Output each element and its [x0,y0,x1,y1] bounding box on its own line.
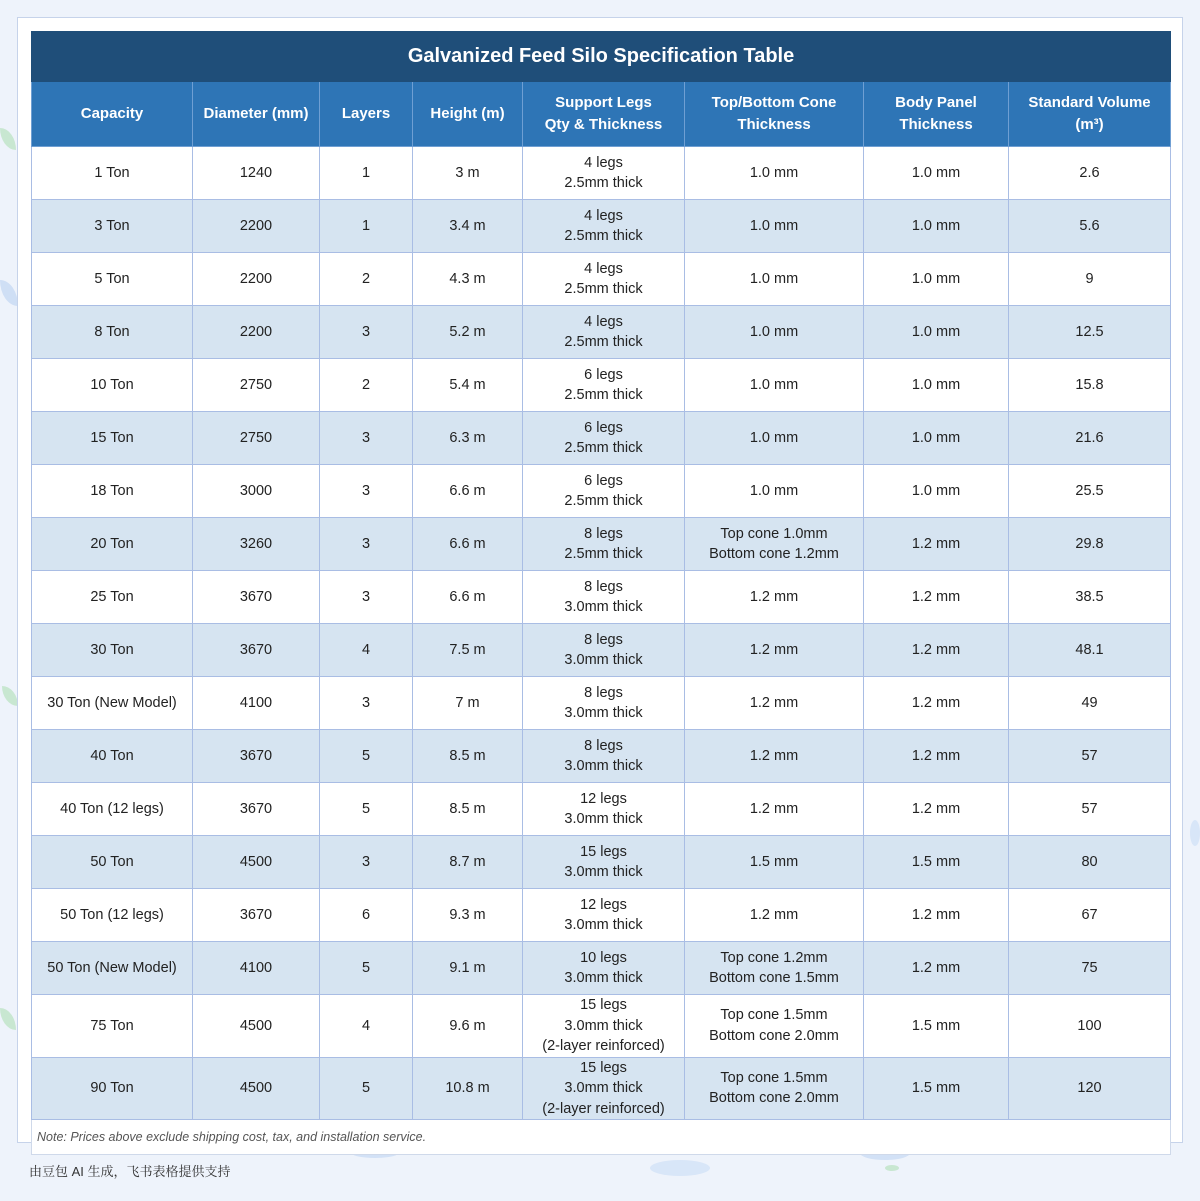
table-row [32,836,1171,889]
support-legs-cell [523,518,685,571]
cell-line: 3.0mm thick [564,917,643,933]
cell-line: 3.0mm thick [564,758,643,774]
table-note: Note: Prices above exclude shipping cost, tax, and installation service. [32,1120,1171,1155]
layers-cell: 3 [320,571,413,624]
diameter-cell: 3000 [193,465,320,518]
height-cell: 9.6 m [413,995,523,1058]
background-leaf-icon [0,128,16,150]
volume-cell: 25.5 [1009,465,1171,518]
support-legs-cell [523,677,685,730]
table-row [32,412,1171,465]
cell-line: 8 legs [584,578,623,595]
cell-line: 2.5mm thick [564,281,643,297]
support-legs-cell [523,412,685,465]
height-cell: 6.6 m [413,465,523,518]
cell-line: 4 legs [584,154,623,171]
cell-line: 4 legs [584,260,623,277]
cell-line: 2.5mm thick [564,387,643,403]
support-legs-cell [523,783,685,836]
layers-cell: 3 [320,677,413,730]
cone-thickness-cell [685,730,864,783]
volume-cell: 29.8 [1009,518,1171,571]
diameter-cell: 2200 [193,200,320,253]
height-cell: 10.8 m [413,1057,523,1120]
support-legs-cell [523,942,685,995]
cell-line: 2.5mm thick [564,334,643,350]
volume-cell: 67 [1009,889,1171,942]
body-panel-cell: 1.0 mm [864,306,1009,359]
header-text: Qty & Thickness [544,116,663,133]
header-text: Standard Volume [1028,94,1151,111]
cone-thickness-cell [685,518,864,571]
cone-thickness-cell [685,147,864,200]
cone-thickness-cell [685,1057,864,1120]
body-panel-cell: 1.0 mm [864,412,1009,465]
capacity-cell: 3 Ton [32,200,193,253]
volume-cell: 75 [1009,942,1171,995]
cell-line: 12 legs [580,790,627,807]
diameter-cell: 2750 [193,412,320,465]
cone-thickness-cell [685,253,864,306]
layers-cell: 4 [320,624,413,677]
cell-line: 12 legs [580,896,627,913]
cell-line: Top cone 1.5mm [720,1069,828,1086]
cell-line: 1.0 mm [749,164,799,181]
height-cell: 6.6 m [413,518,523,571]
background-leaf-icon [0,280,18,306]
cell-line: 1.0 mm [749,270,799,287]
height-cell: 4.3 m [413,253,523,306]
diameter-cell: 3670 [193,889,320,942]
cone-thickness-cell [685,624,864,677]
cell-line: 8 legs [584,737,623,754]
table-row [32,624,1171,677]
body-panel-cell: 1.5 mm [864,995,1009,1058]
spec-table-card [17,17,1183,1143]
table-row [32,571,1171,624]
support-legs-cell [523,359,685,412]
table-row [32,359,1171,412]
cell-line: 3.0mm thick [564,652,643,668]
header-text: Top/Bottom Cone [711,94,837,111]
support-legs-cell [523,200,685,253]
header-body-panel-thickness [864,82,1009,147]
background-petal-icon [650,1160,710,1176]
diameter-cell: 3670 [193,624,320,677]
cell-line: 2.5mm thick [564,228,643,244]
volume-cell: 80 [1009,836,1171,889]
cone-thickness-cell [685,836,864,889]
diameter-cell: 2200 [193,306,320,359]
cell-line: 3.0mm thick [564,599,643,615]
layers-cell: 3 [320,836,413,889]
cone-thickness-cell [685,995,864,1058]
cell-line: Bottom cone 1.2mm [709,546,839,562]
capacity-cell: 10 Ton [32,359,193,412]
layers-cell: 1 [320,147,413,200]
table-row [32,200,1171,253]
cell-line: 1.0 mm [749,217,799,234]
header-text: (m³) [1075,116,1104,133]
cell-line: Top cone 1.0mm [720,525,828,542]
layers-cell: 5 [320,942,413,995]
header-text: Body Panel [895,94,977,111]
cone-thickness-cell [685,359,864,412]
body-panel-cell: 1.2 mm [864,677,1009,730]
table-row [32,518,1171,571]
cell-line: (2-layer reinforced) [542,1100,665,1117]
table-row [32,1057,1171,1120]
cell-line: 3.0mm thick [564,705,643,721]
capacity-cell: 25 Ton [32,571,193,624]
capacity-cell: 5 Ton [32,253,193,306]
diameter-cell: 4100 [193,942,320,995]
cone-thickness-cell [685,200,864,253]
body-panel-cell: 1.0 mm [864,200,1009,253]
capacity-cell: 40 Ton (12 legs) [32,783,193,836]
cell-line: 3.0mm thick [564,811,643,827]
cell-line: Bottom cone 2.0mm [709,1090,839,1107]
cone-thickness-cell [685,677,864,730]
header-text: Capacity [80,105,144,122]
capacity-cell: 20 Ton [32,518,193,571]
header-row [32,82,1171,147]
layers-cell: 3 [320,465,413,518]
cell-line: 8 legs [584,631,623,648]
support-legs-cell [523,836,685,889]
support-legs-cell [523,571,685,624]
header-capacity [32,82,193,147]
body-panel-cell: 1.0 mm [864,465,1009,518]
header-standard-volume [1009,82,1171,147]
height-cell: 9.3 m [413,889,523,942]
height-cell: 8.5 m [413,730,523,783]
body-panel-cell: 1.5 mm [864,836,1009,889]
table-row [32,677,1171,730]
table-row [32,942,1171,995]
table-body [32,147,1171,1120]
cell-line: 15 legs [580,843,627,860]
cell-line: 6 legs [584,419,623,436]
support-legs-cell [523,465,685,518]
diameter-cell: 3670 [193,783,320,836]
layers-cell: 5 [320,730,413,783]
cone-thickness-cell [685,783,864,836]
support-legs-cell [523,306,685,359]
body-panel-cell: 1.2 mm [864,571,1009,624]
height-cell: 7 m [413,677,523,730]
support-legs-cell [523,889,685,942]
capacity-cell: 40 Ton [32,730,193,783]
cone-thickness-cell [685,571,864,624]
table-row [32,147,1171,200]
cell-line: 2.5mm thick [564,440,643,456]
layers-cell: 3 [320,412,413,465]
volume-cell: 38.5 [1009,571,1171,624]
cell-line: 3.0mm thick [564,864,643,880]
table-row [32,306,1171,359]
capacity-cell: 8 Ton [32,306,193,359]
layers-cell: 5 [320,783,413,836]
height-cell: 3.4 m [413,200,523,253]
header-cone-thickness [685,82,864,147]
volume-cell: 100 [1009,995,1171,1058]
diameter-cell: 4500 [193,1057,320,1120]
cell-line: Bottom cone 1.5mm [709,970,839,986]
capacity-cell: 75 Ton [32,995,193,1058]
body-panel-cell: 1.2 mm [864,889,1009,942]
cell-line: 15 legs [580,997,627,1013]
table-row [32,253,1171,306]
diameter-cell: 4500 [193,836,320,889]
cone-thickness-cell [685,889,864,942]
diameter-cell: 2750 [193,359,320,412]
cell-line: 1.0 mm [749,323,799,340]
cell-line: Bottom cone 2.0mm [709,1027,839,1044]
cone-thickness-cell [685,942,864,995]
layers-cell: 2 [320,253,413,306]
body-panel-cell: 1.2 mm [864,624,1009,677]
table-title: Galvanized Feed Silo Specification Table [32,32,1171,82]
cone-thickness-cell [685,412,864,465]
cell-line: 1.2 mm [749,641,799,658]
capacity-cell: 30 Ton [32,624,193,677]
diameter-cell: 4500 [193,995,320,1058]
cell-line: 3.0mm thick [564,1080,643,1096]
capacity-cell: 90 Ton [32,1057,193,1120]
body-panel-cell: 1.2 mm [864,942,1009,995]
body-panel-cell: 1.2 mm [864,518,1009,571]
spec-table [31,31,1171,1155]
layers-cell: 6 [320,889,413,942]
support-legs-cell [523,147,685,200]
cell-line: 6 legs [584,366,623,383]
height-cell: 9.1 m [413,942,523,995]
header-text: Thickness [737,116,811,133]
cell-line: Top cone 1.5mm [720,1007,828,1024]
cell-line: 1.2 mm [749,588,799,605]
cell-line: 1.5 mm [749,853,799,870]
height-cell: 8.7 m [413,836,523,889]
cell-line: 8 legs [584,684,623,701]
support-legs-cell [523,624,685,677]
header-text: Layers [341,105,391,122]
header-height [413,82,523,147]
cell-line: 1.2 mm [749,747,799,764]
diameter-cell: 1240 [193,147,320,200]
body-panel-cell: 1.0 mm [864,253,1009,306]
volume-cell: 9 [1009,253,1171,306]
cell-line: 1.0 mm [749,429,799,446]
cell-line: 1.2 mm [749,800,799,817]
layers-cell: 1 [320,200,413,253]
height-cell: 5.4 m [413,359,523,412]
body-panel-cell: 1.5 mm [864,1057,1009,1120]
body-panel-cell: 1.0 mm [864,147,1009,200]
support-legs-cell [523,730,685,783]
body-panel-cell: 1.2 mm [864,783,1009,836]
volume-cell: 2.6 [1009,147,1171,200]
table-row [32,465,1171,518]
diameter-cell: 4100 [193,677,320,730]
cone-thickness-cell [685,465,864,518]
body-panel-cell: 1.0 mm [864,359,1009,412]
background-leaf-icon [2,686,18,706]
capacity-cell: 50 Ton [32,836,193,889]
header-diameter [193,82,320,147]
height-cell: 7.5 m [413,624,523,677]
cell-line: 1.2 mm [749,906,799,923]
diameter-cell: 3670 [193,730,320,783]
volume-cell: 57 [1009,730,1171,783]
cell-line: 2.5mm thick [564,493,643,509]
header-support-legs [523,82,685,147]
height-cell: 5.2 m [413,306,523,359]
height-cell: 8.5 m [413,783,523,836]
cell-line: 4 legs [584,313,623,330]
header-text: Support Legs [555,94,652,111]
cell-line: Top cone 1.2mm [720,949,828,966]
cell-line: 10 legs [580,949,627,966]
cell-line: 2.5mm thick [564,175,643,191]
table-row [32,995,1171,1058]
header-text: Thickness [899,116,973,133]
layers-cell: 4 [320,995,413,1058]
cell-line: (2-layer reinforced) [542,1038,665,1054]
support-legs-cell [523,1057,685,1120]
header-text: Diameter (mm) [203,105,309,122]
cell-line: 1.0 mm [749,376,799,393]
body-panel-cell: 1.2 mm [864,730,1009,783]
capacity-cell: 1 Ton [32,147,193,200]
volume-cell: 21.6 [1009,412,1171,465]
cell-line: 1.2 mm [749,694,799,711]
background-leaf-icon [0,1008,16,1030]
volume-cell: 12.5 [1009,306,1171,359]
table-row [32,730,1171,783]
layers-cell: 5 [320,1057,413,1120]
layers-cell: 2 [320,359,413,412]
support-legs-cell [523,253,685,306]
volume-cell: 120 [1009,1057,1171,1120]
cell-line: 8 legs [584,525,623,542]
layers-cell: 3 [320,306,413,359]
background-petal-icon [1190,820,1200,846]
height-cell: 6.6 m [413,571,523,624]
diameter-cell: 2200 [193,253,320,306]
header-text: Height (m) [430,105,505,122]
diameter-cell: 3260 [193,518,320,571]
cell-line: 4 legs [584,207,623,224]
capacity-cell: 18 Ton [32,465,193,518]
cell-line: 6 legs [584,472,623,489]
capacity-cell: 50 Ton (New Model) [32,942,193,995]
volume-cell: 57 [1009,783,1171,836]
volume-cell: 49 [1009,677,1171,730]
footer-credit: 由豆包 AI 生成，飞书表格提供支持 [29,1164,231,1179]
support-legs-cell [523,995,685,1058]
capacity-cell: 15 Ton [32,412,193,465]
capacity-cell: 50 Ton (12 legs) [32,889,193,942]
table-row [32,783,1171,836]
volume-cell: 48.1 [1009,624,1171,677]
cell-line: 15 legs [580,1059,627,1076]
volume-cell: 5.6 [1009,200,1171,253]
layers-cell: 3 [320,518,413,571]
cell-line: 2.5mm thick [564,546,643,562]
volume-cell: 15.8 [1009,359,1171,412]
cone-thickness-cell [685,306,864,359]
header-layers [320,82,413,147]
cell-line: 3.0mm thick [564,970,643,986]
height-cell: 3 m [413,147,523,200]
table-row [32,889,1171,942]
cell-line: 3.0mm thick [564,1017,643,1034]
height-cell: 6.3 m [413,412,523,465]
background-leaf-icon [885,1165,899,1171]
diameter-cell: 3670 [193,571,320,624]
cell-line: 1.0 mm [749,482,799,499]
capacity-cell: 30 Ton (New Model) [32,677,193,730]
